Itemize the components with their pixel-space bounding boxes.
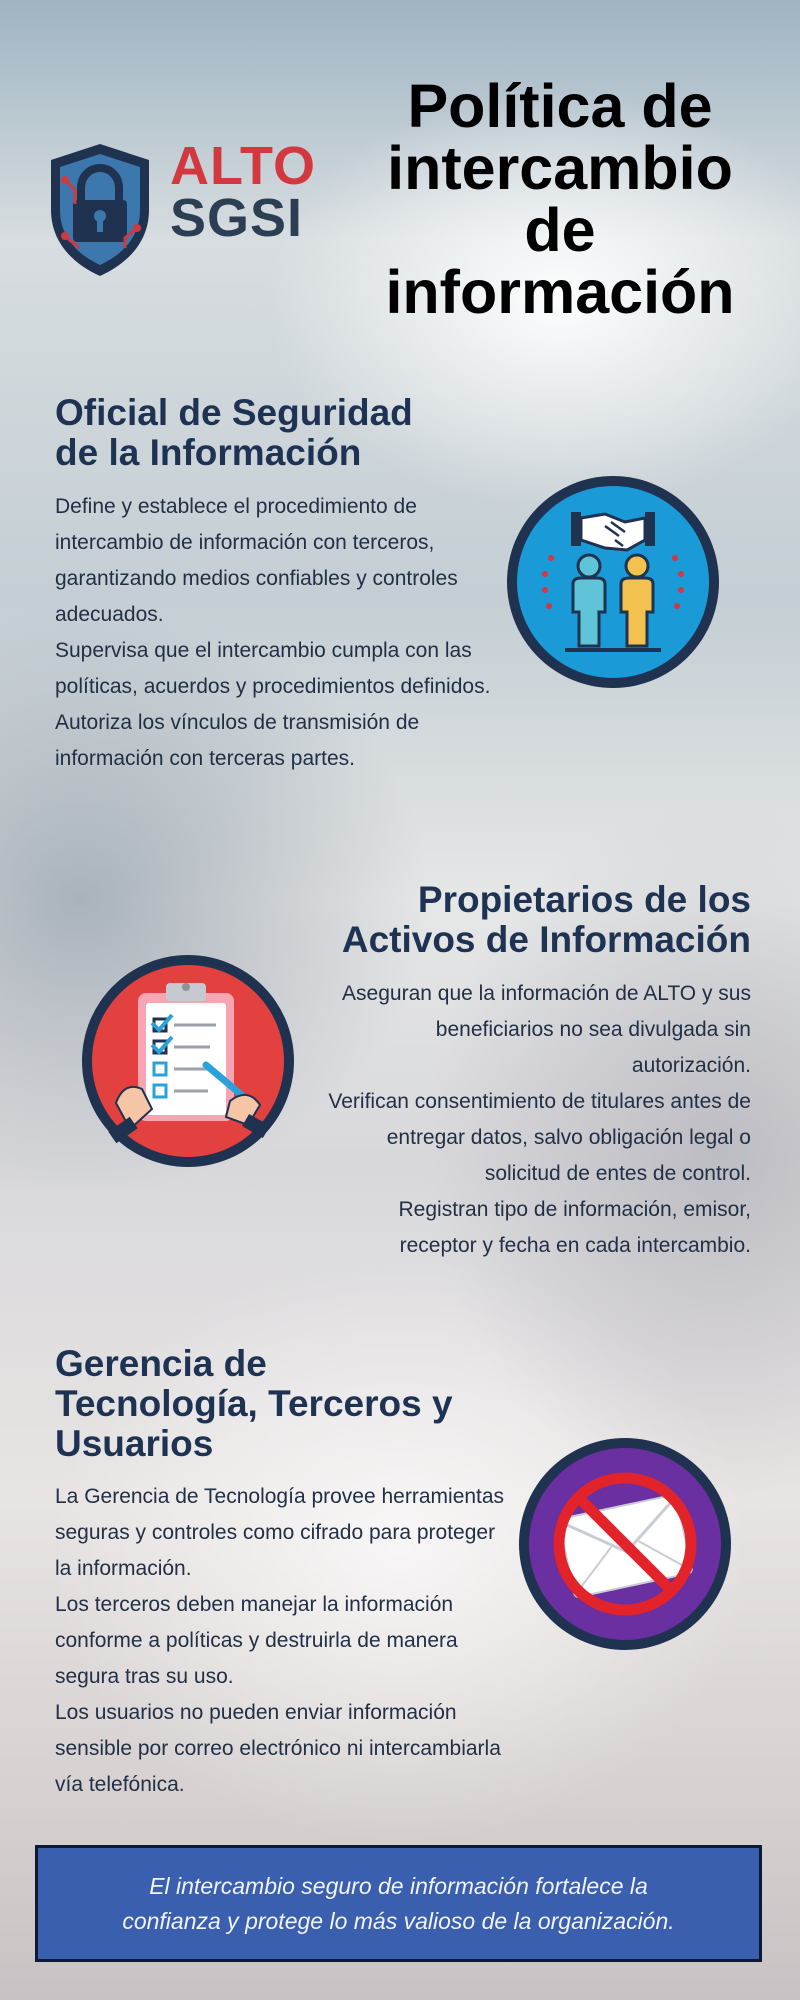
heading-line: Gerencia de — [55, 1343, 267, 1384]
page-title — [355, 72, 765, 326]
paragraph: La Gerencia de Tecnología provee herramientas seguras y controles como cifrado para proteger la información. — [55, 1485, 505, 1580]
quote-line: El intercambio seguro de información fortalece la — [149, 1872, 648, 1899]
paragraph: Supervisa que el intercambio cumpla con las políticas, acuerdos y procedimientos definidos. — [55, 639, 491, 698]
paragraph: Verifican consentimiento de titulares antes de entregar datos, salvo obligación legal o solicitud de entes de control. — [328, 1090, 751, 1185]
heading-line: Oficial de Seguridad — [55, 392, 413, 433]
heading-line: Activos de Información — [341, 919, 751, 960]
section-heading-propietarios — [300, 880, 751, 960]
heading-line: Usuarios — [55, 1423, 214, 1464]
handshake-people-icon — [505, 474, 721, 690]
title-line: de — [524, 196, 596, 264]
quote-text — [122, 1869, 674, 1939]
title-line: Política de — [407, 72, 713, 140]
logo-text — [170, 136, 316, 248]
paragraph: Define y establece el procedimiento de intercambio de información con terceros, garantizando medios confiables y controles adecuados. — [55, 495, 458, 626]
heading-line: Propietarios de los — [417, 879, 751, 920]
no-email-icon — [517, 1436, 733, 1652]
clipboard-checklist-icon — [80, 953, 296, 1169]
title-line: información — [385, 258, 735, 326]
section-heading-oficial — [55, 393, 495, 473]
shield-lock-icon — [45, 140, 155, 280]
heading-line: de la Información — [55, 432, 362, 473]
quote-line: confianza y protege lo más valioso de la organización. — [122, 1907, 675, 1934]
logo-alto: ALTO — [170, 136, 316, 196]
logo-sgsi: SGSI — [170, 188, 304, 248]
paragraph: Los terceros deben manejar la información conforme a políticas y destruirla de manera segura tras su uso. — [55, 1593, 458, 1688]
closing-quote — [35, 1845, 762, 1962]
section-body-oficial — [55, 489, 495, 777]
paragraph: Aseguran que la información de ALTO y sus beneficiarios no sea divulgada sin autorización. — [342, 982, 751, 1077]
paragraph: Autoriza los vínculos de transmisión de información con terceras partes. — [55, 711, 420, 770]
section-body-gerencia — [55, 1479, 505, 1803]
paragraph: Registran tipo de información, emisor, receptor y fecha en cada intercambio. — [398, 1198, 751, 1257]
section-heading-gerencia — [55, 1344, 515, 1464]
paragraph: Los usuarios no pueden enviar información sensible por correo electrónico ni intercambiarla vía telefónica. — [55, 1701, 501, 1796]
heading-line: Tecnología, Terceros y — [55, 1383, 453, 1424]
section-body-propietarios — [318, 976, 751, 1264]
title-line: intercambio — [387, 134, 733, 202]
logo — [45, 136, 335, 280]
